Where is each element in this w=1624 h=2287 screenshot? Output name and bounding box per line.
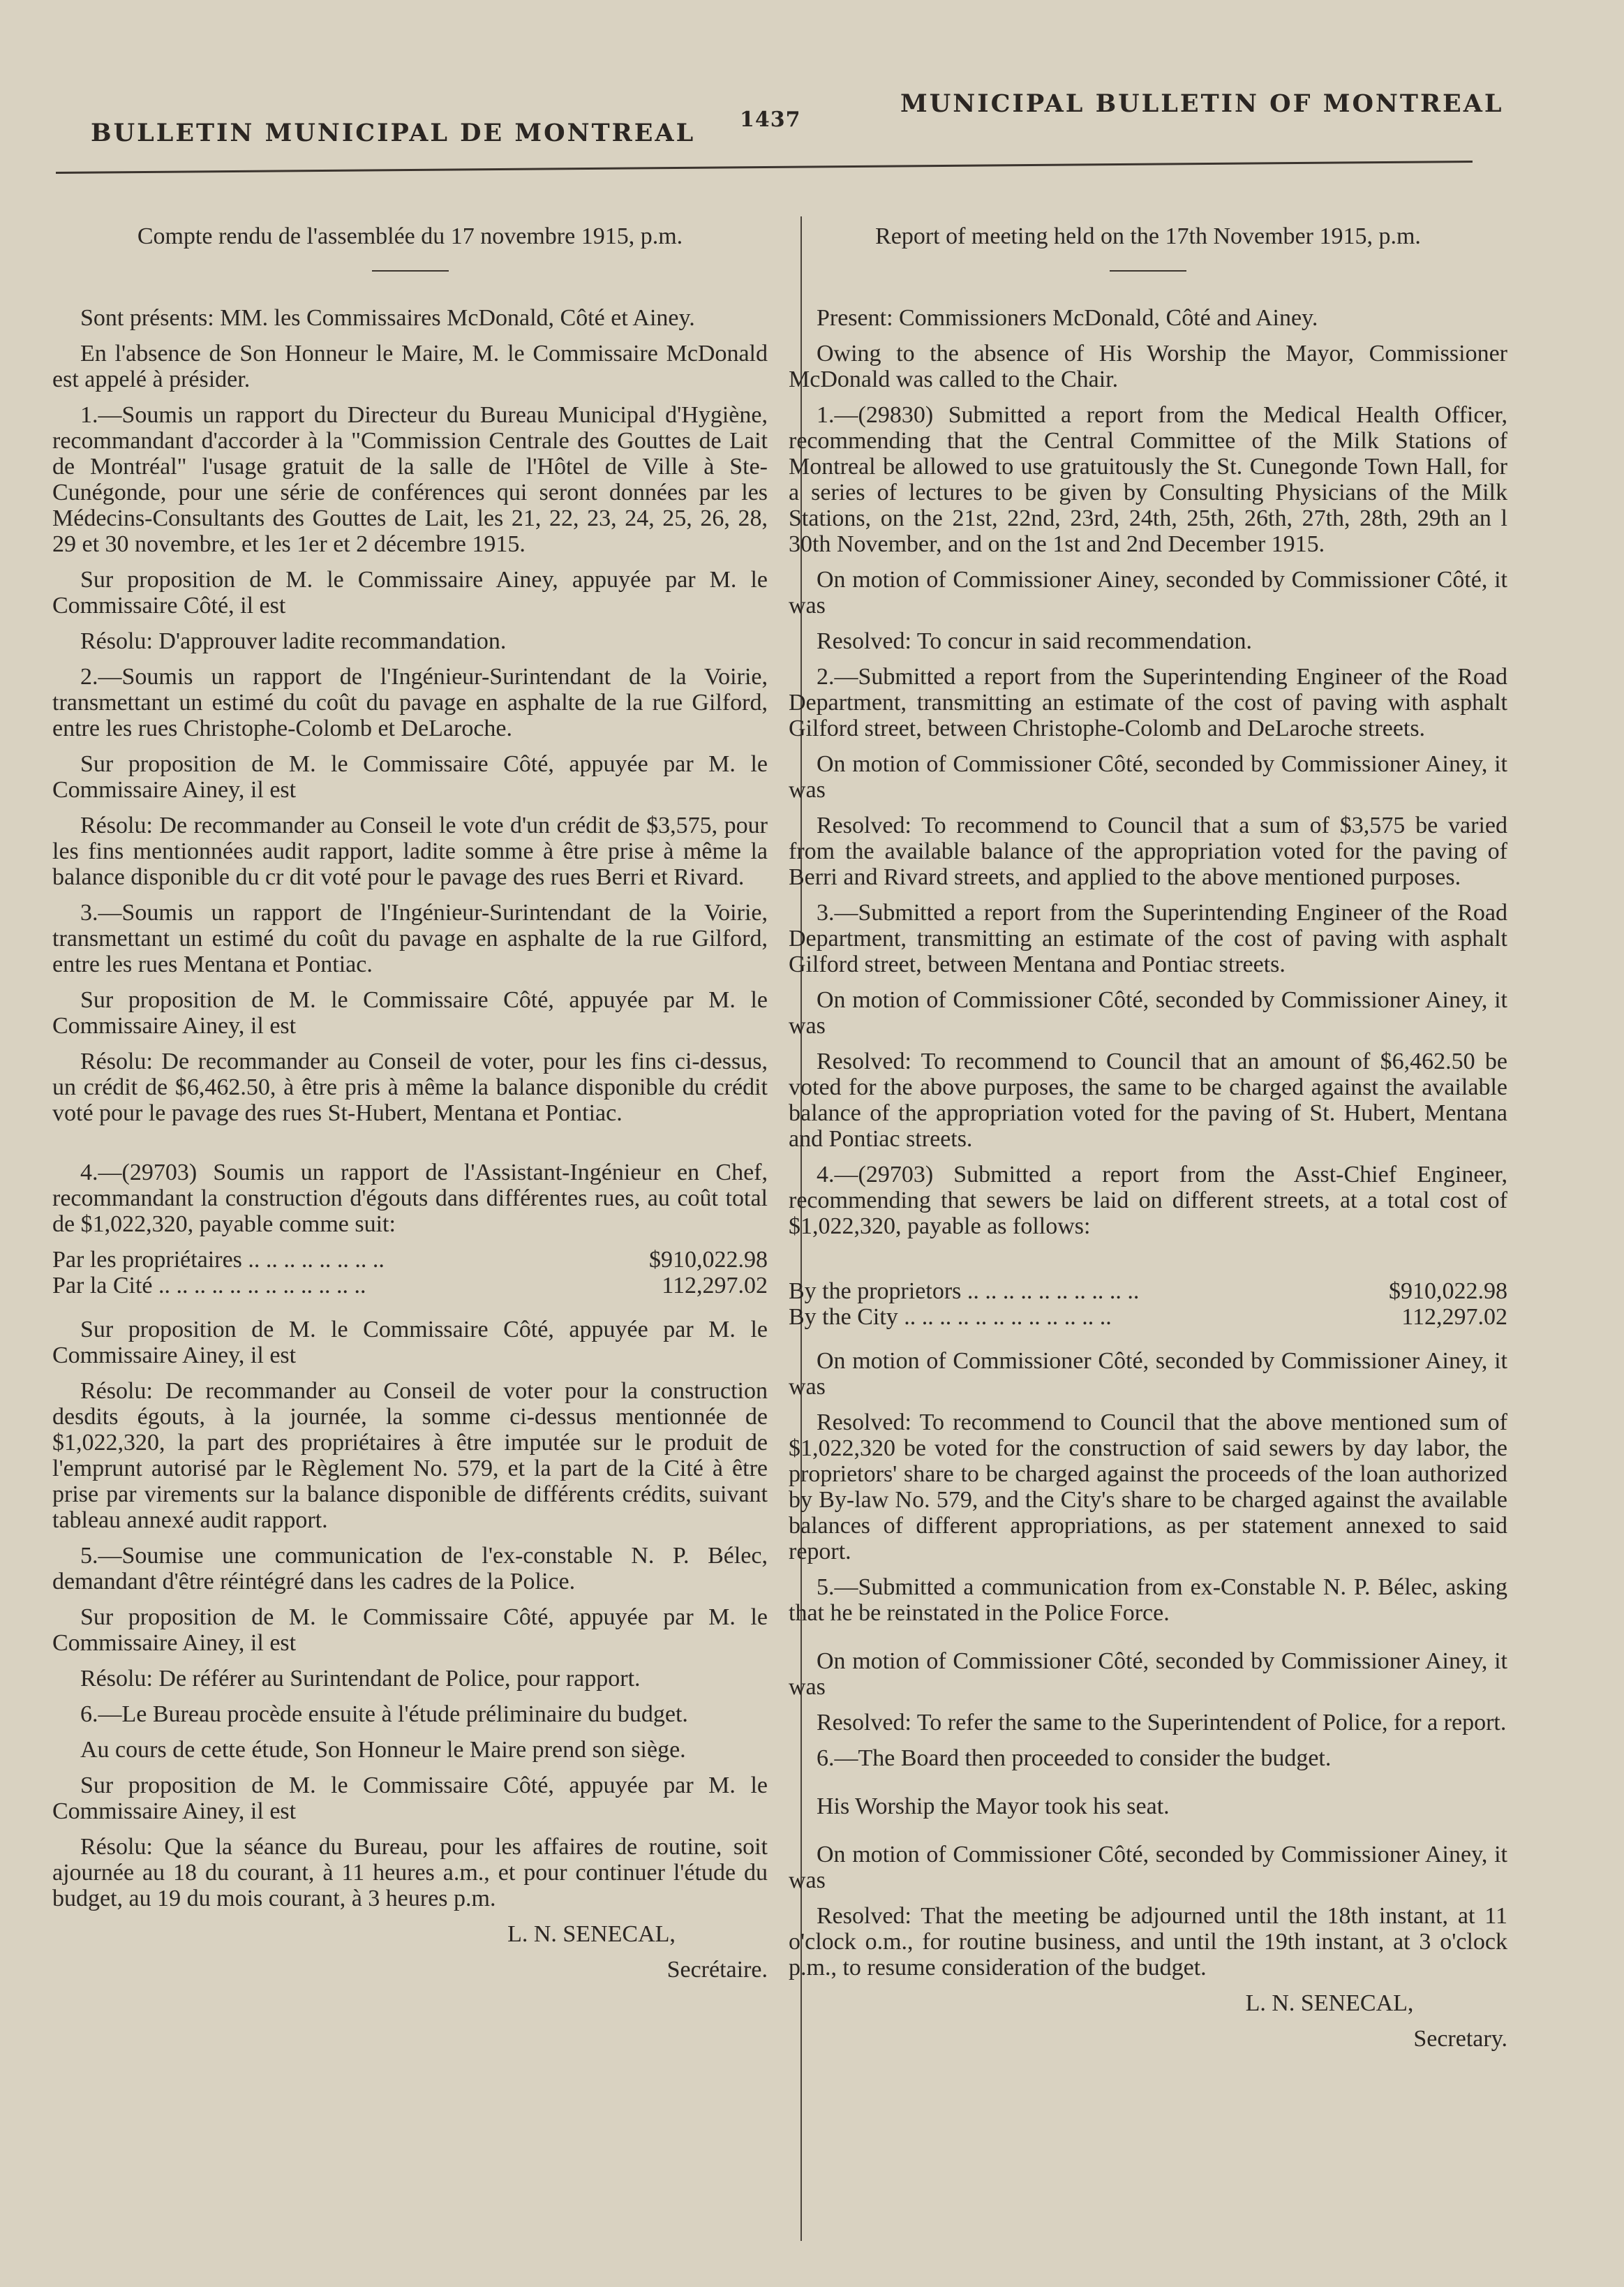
ledger-label: Par les propriétaires .. .. .. .. .. .. .. ..	[52, 1247, 385, 1273]
english-column	[789, 223, 1507, 2062]
mayor-note: Au cours de cette étude, Son Honneur le Maire prend son siège.	[80, 1737, 686, 1763]
item-3-motion: Sur proposition de M. le Commissaire Côté, appuyée par M. le Commissaire Ainey, il est	[52, 987, 768, 1039]
item-1-motion: Sur proposition de M. le Commissaire Ainey, appuyée par M. le Commissaire Côté, il est	[52, 567, 768, 619]
signature-name: L. N. SENECAL,	[507, 1921, 676, 1947]
item-3-resolution: Resolved: To recommend to Council that an amount of $6,462.50 be voted for the above purposes, the same to be charged against the available balance of the appropriation voted for the paving of St. Hubert, Mentana and Pontiac streets.	[789, 1049, 1507, 1152]
ledger-row	[52, 1273, 768, 1298]
ledger-amount: 112,297.02	[1401, 1304, 1507, 1330]
ledger-row	[52, 1247, 768, 1273]
ledger-row	[789, 1304, 1507, 1330]
page-header	[0, 82, 1624, 166]
title-rule	[1110, 270, 1186, 272]
item-4-motion: On motion of Commissioner Côté, seconded by Commissioner Ainey, it was	[789, 1348, 1507, 1400]
ledger-amount: $910,022.98	[1389, 1278, 1507, 1304]
item-1: 1.—Soumis un rapport du Directeur du Bureau Municipal d'Hygiène, recommandant d'accorder à la "Commission Centrale des Gouttes de Lait de Montréal" l'usage gratuit de la salle de l'Hôtel de Ville à Ste-Cunégonde, pour une série de conférences qui seront données par les Médecins-Consultants des Gouttes de Lait, les 21, 22, 23, 24, 25, 26, 28, 29 et 30 novembre, et les 1er et 2 décembre 1915.	[52, 402, 768, 557]
title-rule	[372, 270, 449, 272]
item-2-motion: On motion of Commissioner Côté, seconded by Commissioner Ainey, it was	[789, 751, 1507, 803]
header-rule	[56, 161, 1473, 174]
item-1: 1.—(29830) Submitted a report from the Medical Health Officer, recommending that the Central Committee of the Milk Stations of Montreal be allowed to use gratuitously the St. Cunegonde Town Hall, for a series of lectures to be given by Consulting Physicians of the Milk Stations, on the 21st, 22nd, 23rd, 24th, 25th, 26th, 27th, 28th, 29th an l 30th November, and on the 1st and 2nd December 1915.	[789, 402, 1507, 557]
payment-ledger	[52, 1247, 768, 1298]
ledger-label: Par la Cité .. .. .. .. .. .. .. .. .. .. .. ..	[52, 1273, 366, 1298]
spacer	[52, 1136, 768, 1160]
page-number: 1437	[740, 108, 801, 132]
ledger-label: By the proprietors .. .. .. .. .. .. .. .. .. ..	[789, 1278, 1140, 1304]
item-4-resolution: Résolu: De recommander au Conseil de voter pour la construction desdits égouts, à la journée, la somme ci-dessus mentionnée de $1,022,320, la part des propriétaires à être imputée sur le produit de l'emprunt autorisé par le Règlement No. 579, et la part de la Cité à être prise par virements sur la balance disponible de différents crédits, suivant tableau annexé audit rapport.	[52, 1378, 768, 1533]
ledger-label: By the City .. .. .. .. .. .. .. .. .. .. .. ..	[789, 1304, 1112, 1330]
item-2: 2.—Soumis un rapport de l'Ingénieur-Surintendant de la Voirie, transmettant un estimé du coût du pavage en asphalte de la rue Gilford, entre les rues Christophe-Colomb et DeLaroche.	[52, 664, 768, 741]
item-3: 3.—Soumis un rapport de l'Ingénieur-Surintendant de la Voirie, transmettant un estimé du coût du pavage en asphalte de la rue Gilford, entre les rues Mentana et Pontiac.	[52, 900, 768, 977]
final-resolution: Résolu: Que la séance du Bureau, pour les affaires de routine, soit ajournée au 18 du courant, à 11 heures a.m., et pour continuer l'étude du budget, au 19 du mois courant, à 3 heures p.m.	[52, 1834, 768, 1911]
attendance: Present: Commissioners McDonald, Côté and Ainey.	[817, 305, 1318, 331]
final-resolution: Resolved: That the meeting be adjourned until the 18th instant, at 11 o'clock o.m., for routine business, and until the 19th instant, at 3 o'clock p.m., to resume consideration of the budget.	[789, 1903, 1507, 1981]
english-minutes-title: Report of meeting held on the 17th November 1915, p.m.	[875, 223, 1421, 249]
item-2: 2.—Submitted a report from the Superintending Engineer of the Road Department, transmitting an estimate of the cost of paving with asphalt Gilford street, between Christophe-Colomb and DeLaroche streets.	[789, 664, 1507, 741]
spacer	[789, 1781, 1507, 1793]
item-4-resolution: Resolved: To recommend to Council that the above mentioned sum of $1,022,320 be voted for the construction of said sewers by day labor, the proprietors' share to be charged against the proceeds of the loan authorized by By-law No. 579, and the City's share to be charged against the available balances of different appropriations, as per statement annexed to said report.	[789, 1409, 1507, 1564]
signature-title: Secretary.	[1413, 2026, 1507, 2052]
item-1-resolution: Resolved: To concur in said recommendation.	[817, 628, 1252, 654]
item-5-resolution: Resolved: To refer the same to the Superintendent of Police, for a report.	[817, 1710, 1507, 1735]
header-english-title: MUNICIPAL BULLETIN OF MONTREAL	[900, 89, 1504, 118]
spacer	[789, 1249, 1507, 1273]
french-column	[52, 223, 768, 1992]
item-5: 5.—Submitted a communication from ex-Constable N. P. Bélec, asking that he be reinstated in the Police Force.	[789, 1574, 1507, 1626]
item-3: 3.—Submitted a report from the Superintending Engineer of the Road Department, transmitting an estimate of the cost of paving with asphalt Gilford street, between Mentana and Pontiac streets.	[789, 900, 1507, 977]
mayor-note: His Worship the Mayor took his seat.	[817, 1793, 1170, 1819]
attendance: Sont présents: MM. les Commissaires McDonald, Côté et Ainey.	[80, 305, 695, 331]
item-1-resolution: Résolu: D'approuver ladite recommandation.	[80, 628, 507, 654]
chair-note: En l'absence de Son Honneur le Maire, M. le Commissaire McDonald est appelé à présider.	[52, 341, 768, 392]
final-motion: Sur proposition de M. le Commissaire Côté, appuyée par M. le Commissaire Ainey, il est	[52, 1772, 768, 1824]
item-5-motion: On motion of Commissioner Côté, seconded by Commissioner Ainey, it was	[789, 1648, 1507, 1700]
item-5-resolution: Résolu: De référer au Surintendant de Police, pour rapport.	[80, 1666, 641, 1692]
item-5: 5.—Soumise une communication de l'ex-constable N. P. Bélec, demandant d'être réintégré dans les cadres de la Police.	[52, 1543, 768, 1594]
item-4-motion: Sur proposition de M. le Commissaire Côté, appuyée par M. le Commissaire Ainey, il est	[52, 1317, 768, 1368]
item-6: 6.—Le Bureau procède ensuite à l'étude préliminaire du budget.	[80, 1701, 688, 1727]
item-3-resolution: Résolu: De recommander au Conseil de voter, pour les fins ci-dessus, un crédit de $6,462.50, à être pris à même la balance disponible du crédit voté pour le pavage des rues St-Hubert, Mentana et Pontiac.	[52, 1049, 768, 1126]
final-motion: On motion of Commissioner Côté, seconded by Commissioner Ainey, it was	[789, 1842, 1507, 1893]
item-1-motion: On motion of Commissioner Ainey, seconded by Commissioner Côté, it was	[789, 567, 1507, 619]
item-6: 6.—The Board then proceeded to consider the budget.	[817, 1745, 1332, 1771]
french-minutes-title: Compte rendu de l'assemblée du 17 novembre 1915, p.m.	[137, 223, 683, 249]
signature-name: L. N. SENECAL,	[1245, 1990, 1414, 2016]
spacer	[789, 1829, 1507, 1842]
item-3-motion: On motion of Commissioner Côté, seconded by Commissioner Ainey, it was	[789, 987, 1507, 1039]
signature-title: Secrétaire.	[666, 1957, 768, 1983]
ledger-amount: $910,022.98	[649, 1247, 768, 1273]
chair-note: Owing to the absence of His Worship the Mayor, Commissioner McDonald was called to the Chair.	[789, 341, 1507, 392]
item-2-resolution: Résolu: De recommander au Conseil le vote d'un crédit de $3,575, pour les fins mentionnées audit rapport, ladite somme à être prise à même la balance disponible du cr dit voté pour le pavage des rues Berri et Rivard.	[52, 813, 768, 890]
payment-ledger	[789, 1278, 1507, 1330]
item-4: 4.—(29703) Submitted a report from the Asst-Chief Engineer, recommending that sewers be laid on different streets, at a total cost of $1,022,320, payable as follows:	[789, 1162, 1507, 1239]
ledger-row	[789, 1278, 1507, 1304]
spacer	[789, 1636, 1507, 1648]
header-french-title: BULLETIN MUNICIPAL DE MONTREAL	[91, 119, 696, 147]
item-5-motion: Sur proposition de M. le Commissaire Côté, appuyée par M. le Commissaire Ainey, il est	[52, 1604, 768, 1656]
item-2-resolution: Resolved: To recommend to Council that a sum of $3,575 be varied from the available balance of the appropriation voted for the paving of Berri and Rivard streets, and applied to the above mentioned purposes.	[789, 813, 1507, 890]
item-2-motion: Sur proposition de M. le Commissaire Côté, appuyée par M. le Commissaire Ainey, il est	[52, 751, 768, 803]
ledger-amount: 112,297.02	[662, 1273, 768, 1298]
item-4: 4.—(29703) Soumis un rapport de l'Assistant-Ingénieur en Chef, recommandant la construction d'égouts dans différentes rues, au coût total de $1,022,320, payable comme suit:	[52, 1160, 768, 1237]
